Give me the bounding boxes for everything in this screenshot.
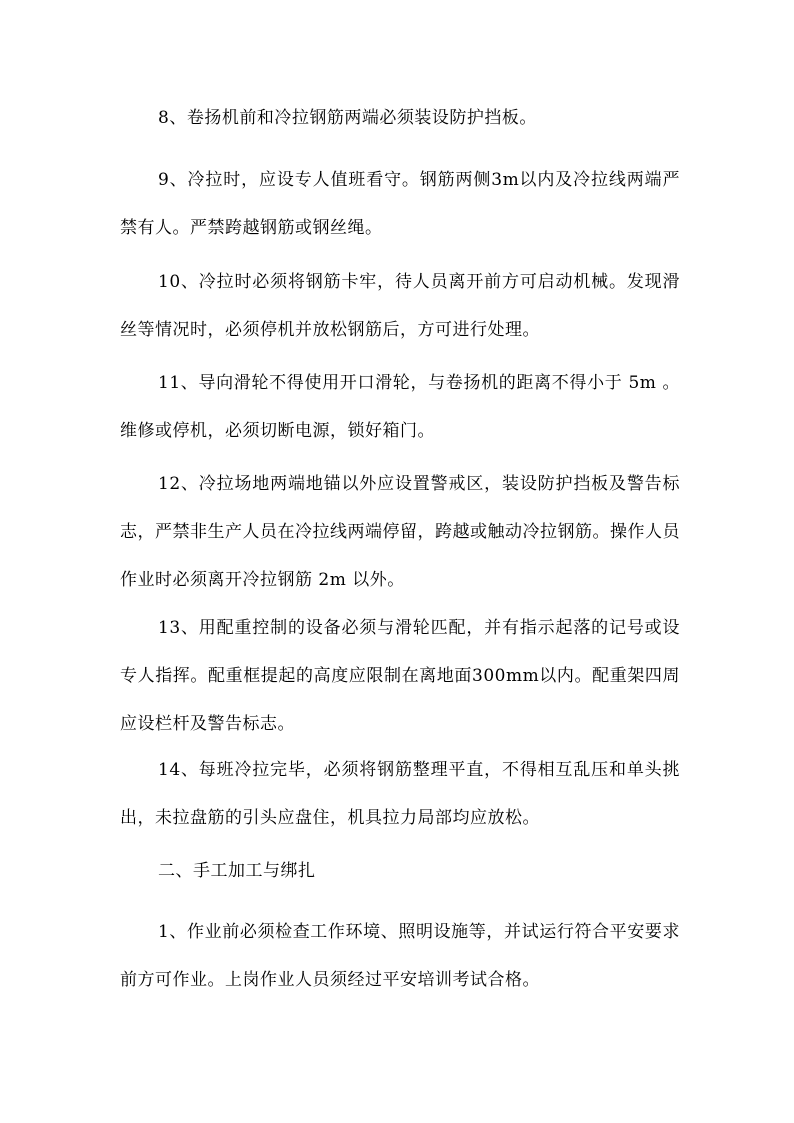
paragraph-item-9: 9、冷拉时，应设专人值班看守。钢筋两侧3m以内及冷拉线两端严禁有人。严禁跨越钢筋或钢丝绳。 [120,170,680,238]
paragraph-item-10: 10、冷拉时必须将钢筋卡牢，待人员离开前方可启动机械。发现滑丝等情况时，必须停机并放松钢筋后，方可进行处理。 [120,272,680,340]
paragraph-item-8: 8、卷扬机前和冷拉钢筋两端必须装设防护挡板。 [158,108,537,128]
paragraph-item-14: 14、每班冷拉完毕，必须将钢筋整理平直，不得相互乱压和单头挑出，未拉盘筋的引头应盘住，机具拉力局部均应放松。 [120,760,680,828]
paragraph-item-13: 13、用配重控制的设备必须与滑轮匹配，并有指示起落的记号或设专人指挥。配重框提起的高度应限制在离地面300mm以内。配重架四周应设栏杆及警告标志。 [120,618,680,734]
paragraph-item-1: 1、作业前必须检查工作环境、照明设施等，并试运行符合平安要求前方可作业。上岗作业人员须经过平安培训考试合格。 [120,922,680,990]
paragraph-item-11: 11、导向滑轮不得使用开口滑轮，与卷扬机的距离不得小于 5m 。维修或停机，必须切断电源，锁好箱门。 [120,373,680,441]
section-heading: 二、手工加工与绑扎 [158,861,316,881]
paragraph-item-12: 12、冷拉场地两端地锚以外应设置警戒区，装设防护挡板及警告标志，严禁非生产人员在冷拉线两端停留，跨越或触动冷拉钢筋。操作人员作业时必须离开冷拉钢筋 2m 以外。 [120,474,680,590]
